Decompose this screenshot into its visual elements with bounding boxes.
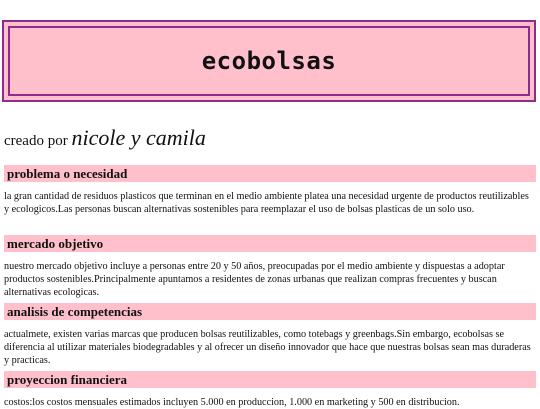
section-heading: proyeccion financiera	[4, 371, 536, 388]
section-body: la gran cantidad de residuos plasticos que terminan en el medio ambiente platea una necesidad urgente de productos reutilizables y ecologicos.Las personas buscan alternativas sostenibles para reemplazar el uso de bolsas plasticas de un solo uso.	[4, 191, 529, 215]
section-heading: problema o necesidad	[4, 165, 536, 182]
byline-authors: nicole y camila	[71, 125, 206, 150]
site-header	[2, 20, 536, 102]
section-mercado	[4, 235, 536, 299]
section-problema	[4, 165, 536, 216]
byline	[4, 125, 206, 151]
section-competencias	[4, 303, 536, 367]
section-financiera	[4, 371, 536, 409]
site-title: ecobolsas	[201, 47, 337, 75]
section-heading: analisis de competencias	[4, 303, 536, 320]
section-body: nuestro mercado objetivo incluye a personas entre 20 y 50 años, preocupadas por el medio ambiente y dispuestas a adoptar productos sostenibles.Principalmente apuntamos a residentes de zonas urbanas que realizan compras frecuentes y buscan alternativas ecologicas.	[4, 261, 505, 298]
section-body: actualmete, existen varias marcas que producen bolsas reutilizables, como totebags y greenbags.Sin embargo, ecobolsas se diferencia al utilizar materiales biodegradables y al ofrecer un diseño innovador que hace que nuestras bolsas sean mas duraderas y practicas.	[4, 329, 531, 366]
section-heading: mercado objetivo	[4, 235, 536, 252]
byline-prefix: creado por	[4, 133, 72, 149]
site-header-inner	[8, 26, 530, 96]
section-body: costos:los costos mensuales estimados incluyen 5.000 en produccion, 1.000 en marketing y 500 en distribucion.	[4, 397, 460, 408]
